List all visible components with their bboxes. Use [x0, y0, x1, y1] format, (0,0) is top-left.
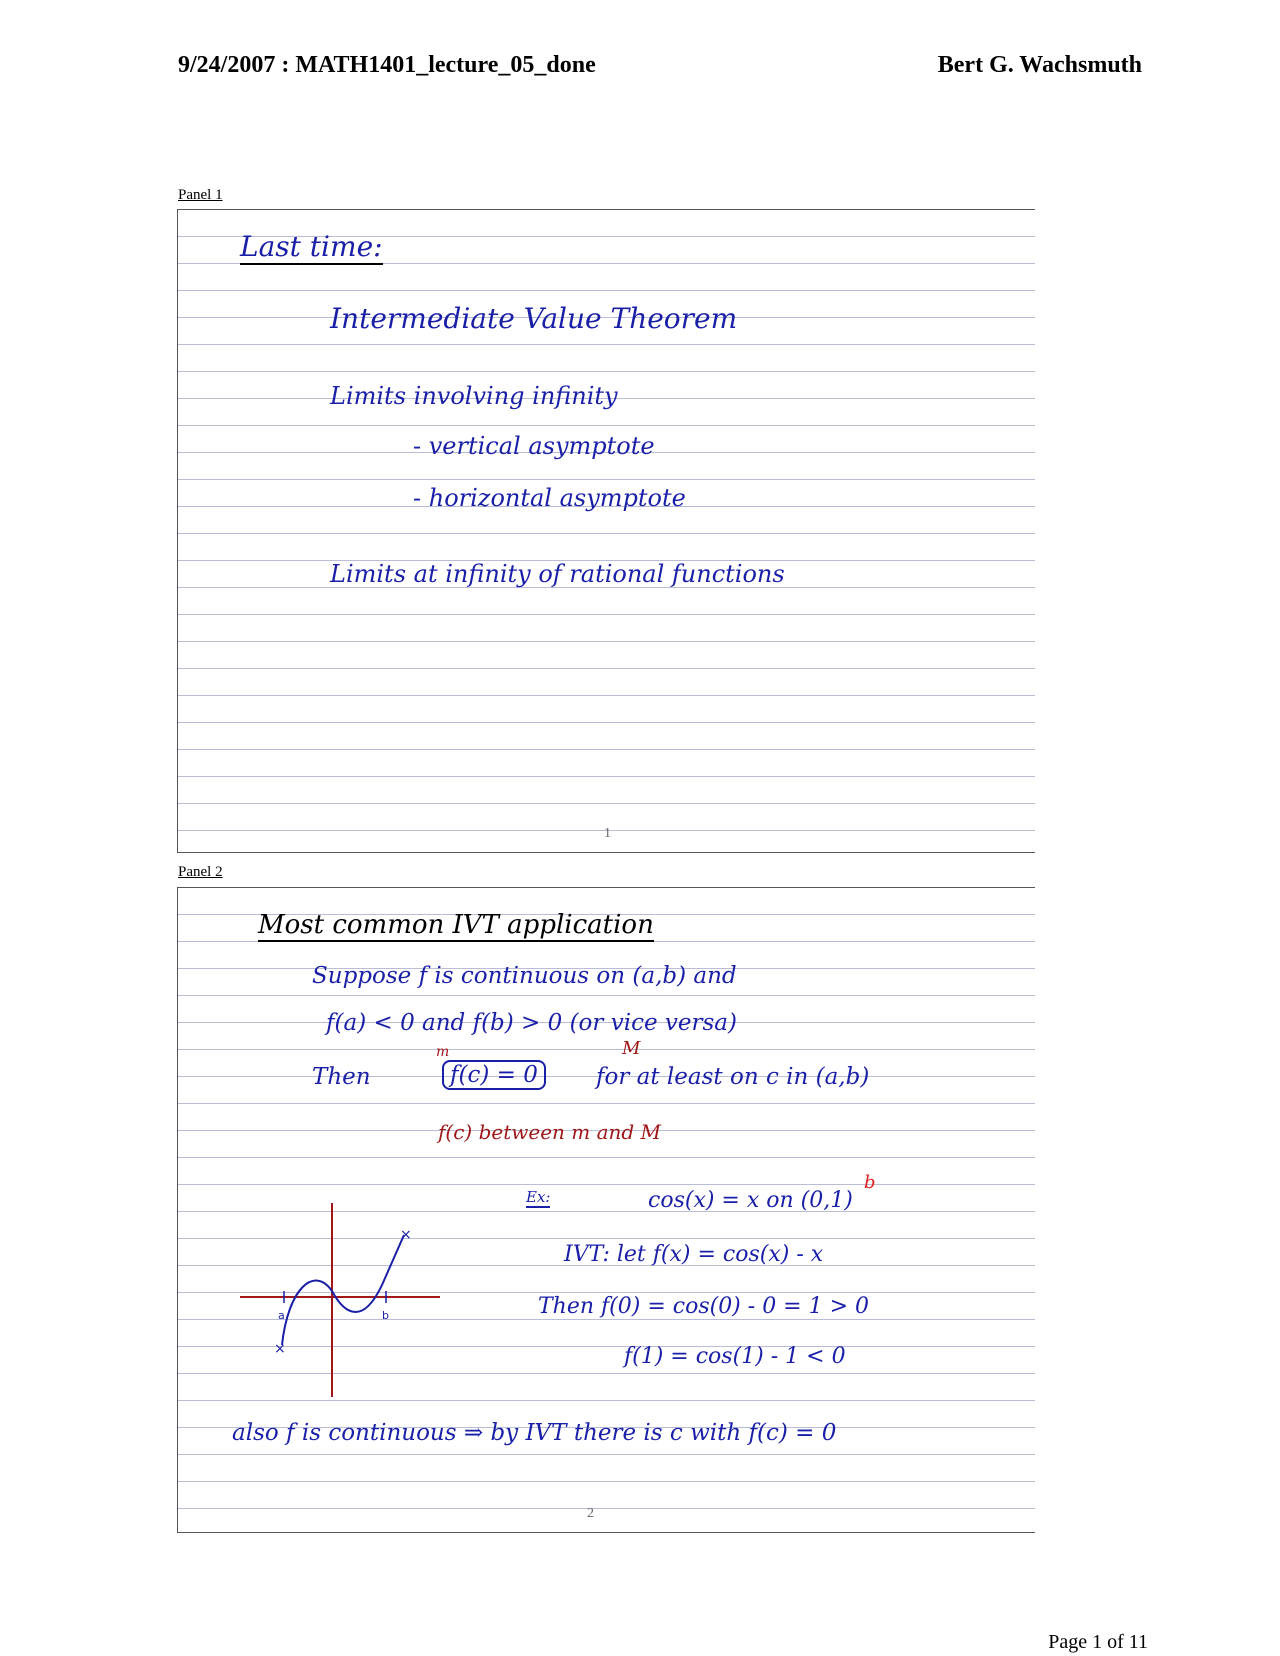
panel-2-label: Panel 2	[178, 864, 223, 880]
panel-1-line-3: - vertical asymptote	[413, 432, 655, 460]
panel-1-line-2: Limits involving infinity	[330, 382, 618, 410]
fc-equals-zero-box: f(c) = 0	[442, 1060, 546, 1090]
f0-evaluation: Then f(0) = cos(0) - 0 = 1 > 0	[538, 1294, 870, 1319]
panel-1	[177, 209, 1035, 853]
document-title: 9/24/2007 : MATH1401_lecture_05_done	[178, 52, 596, 78]
m-label: m	[436, 1044, 450, 1060]
f1-evaluation: f(1) = cos(1) - 1 < 0	[624, 1344, 846, 1369]
ex-label: Ex:	[526, 1188, 551, 1206]
graph-label-b: b	[382, 1309, 389, 1322]
panel-1-page-number: 1	[604, 826, 611, 841]
ivt-definition: IVT: let f(x) = cos(x) - x	[564, 1242, 824, 1267]
graph-curve	[282, 1235, 404, 1345]
page-indicator: Page 1 of 11	[1048, 1631, 1148, 1653]
then-label: Then	[312, 1064, 371, 1090]
panel-2-line-1: Suppose f is continuous on (a,b) and	[312, 963, 737, 989]
panel-1-line-4: - horizontal asymptote	[413, 484, 686, 512]
panel-1-line-5: Limits at infinity of rational functions	[330, 560, 785, 588]
panel-1-heading: Last time:	[240, 230, 383, 263]
graph-end-mark: ×	[400, 1227, 412, 1243]
b-label: b	[864, 1172, 876, 1193]
panel-2-line-2: f(a) < 0 and f(b) > 0 (or vice versa)	[326, 1010, 737, 1036]
panel-1-label: Panel 1	[178, 187, 223, 203]
example-equation: cos(x) = x on (0,1)	[648, 1188, 853, 1213]
panel-2-heading: Most common IVT application	[258, 910, 654, 940]
fc-between: f(c) between m and M	[438, 1120, 662, 1144]
conclusion-line: also f is continuous ⇒ by IVT there is c with f(c) = 0	[232, 1420, 837, 1446]
author-name: Bert G. Wachsmuth	[937, 52, 1142, 78]
panel-2	[177, 887, 1035, 1533]
M-label: M	[622, 1038, 641, 1059]
panel-2-page-number: 2	[587, 1506, 594, 1521]
panel-1-line-1: Intermediate Value Theorem	[330, 302, 738, 335]
graph-label-a: a	[278, 1309, 285, 1322]
ivt-graph-sketch	[236, 1193, 448, 1403]
then-rest: for at least on c in (a,b)	[596, 1064, 870, 1090]
graph-start-mark: ×	[274, 1341, 286, 1357]
